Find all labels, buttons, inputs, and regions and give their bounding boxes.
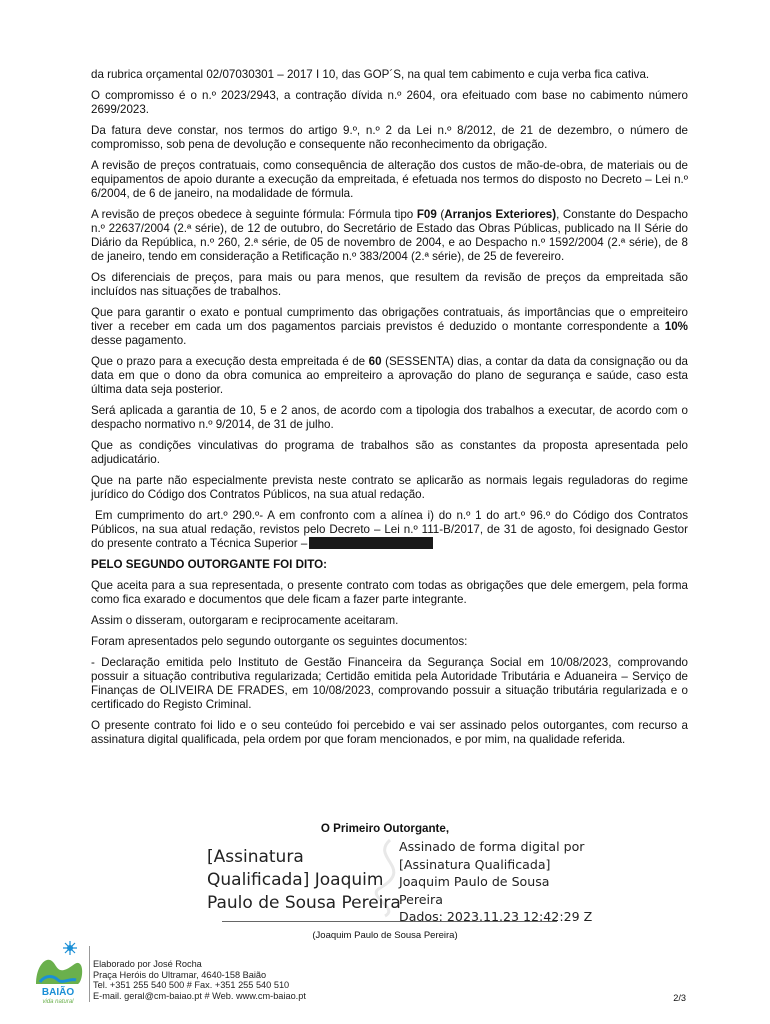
paragraph-commitment: O compromisso é o n.º 2023/2943, a contração dívida n.º 2604, ora efeituado com base no cabimento número 2699/2023.	[91, 89, 688, 116]
footer-phone-fax: Tel. +351 255 540 500 # Fax. +351 255 540 510	[93, 980, 290, 991]
manager-text: Em cumprimento do art.º 290.º- A em confronto com a alínea i) do n.º 1 do art.º 96.º do Código dos Contratos Públicos, na sua atual redação, revistos pelo Decreto – Lei n.º 111-B/2017, de 31 de agosto, foi designado Gestor do presente contrato a Técnica Superior –	[91, 509, 688, 550]
baiao-logo-icon	[30, 938, 86, 1006]
paragraph-contract-manager	[91, 509, 688, 551]
signature-caption: (Joaquim Paulo de Sousa Pereira)	[312, 930, 458, 941]
formula-code: F09	[416, 208, 437, 221]
formula-text-b: (	[436, 208, 445, 221]
paragraph-differentials: Os diferenciais de preços, para mais ou para menos, que resultem da revisão de preços da empreitada são incluídos nas situações de trabalhos.	[91, 271, 688, 298]
document-body	[91, 68, 688, 754]
signature-name-line-3: Paulo de Sousa Pereira	[207, 893, 401, 913]
logo-tagline: vida natural	[42, 999, 74, 1005]
section-heading-second-party: PELO SEGUNDO OUTORGANTE FOI DITO:	[91, 558, 327, 571]
paragraph-agreement: Assim o disseram, outorgaram e reciprocamente aceitaram.	[91, 614, 399, 627]
deduction-text-b: desse pagamento.	[91, 334, 187, 347]
footer-author: Elaborado por José Rocha	[93, 959, 202, 969]
deadline-text-b: (SESSENTA) dias, a contar da data da consignação ou da data em que o dono da obra comunica ao empreiteiro a aprovação do plano de segurança e saúde, caso esta última data seja posterior.	[91, 355, 688, 396]
formula-text-c: , Constante do Despacho n.º 22637/2004 (2.ª série), de 12 de outubro, do Secretário de Estado das Obras Públicas, publicado na II Série do Diário da República, n.º 260, 2.ª série, de 05 de novembro de 2004, e ao Despacho n.º 1592/2004 (2.ª série), de 8 de janeiro, tendo em consideração a Retificação n.º 383/2004 (2.ª série), de 25 de fevereiro.	[91, 208, 689, 263]
deadline-days: 60	[368, 355, 382, 368]
logo-word: BAIÃO	[41, 987, 75, 998]
formula-name: Arranjos Exteriores)	[444, 208, 557, 221]
digital-sig-line-2: [Assinatura Qualificada]	[399, 856, 551, 872]
paragraph-deadline	[91, 355, 688, 397]
paragraph-documents-list: - Declaração emitida pelo Instituto de Gestão Financeira da Segurança Social em 10/08/2023, comprovando possuir a situação contributiva regularizada; Certidão emitida pela Autoridade Tributária e Aduaneira – Serviço de Finanças de OLIVEIRA DE FRADES, em 10/08/2023, comprovando possuir a situação tributária regularizada e o certificado do Registo Criminal.	[91, 656, 688, 711]
page-number: 2/3	[673, 993, 686, 1003]
paragraph-documents-intro: Foram apresentados pelo segundo outorgante os seguintes documentos:	[91, 635, 468, 648]
footer-address: Praça Heróis do Ultramar, 4640-158 Baião	[93, 969, 267, 980]
footer-contact	[93, 959, 306, 1001]
digital-sig-line-3: Joaquim Paulo de Sousa	[399, 874, 550, 889]
digital-sig-line-1: Assinado de forma digital por	[399, 839, 585, 854]
redacted-name	[309, 537, 433, 549]
formula-text-a: A revisão de preços obedece à seguinte fórmula: Fórmula tipo	[91, 208, 417, 221]
paragraph-guarantee-deduction	[91, 306, 688, 348]
paragraph-budget-line: da rubrica orçamental 02/07030301 – 2017 I 10, das GOP´S, na qual tem cabimento e cuja verba fica cativa.	[91, 68, 650, 81]
paragraph-price-revision: A revisão de preços contratuais, como consequência de alteração dos custos de mão-de-obra, de materiais ou de equipamentos de apoio durante a execução da empreitada, é efetuada nos termos do disposto no Decreto – Lei n.º 6/2004, de 6 de janeiro, na modalidade de fórmula.	[91, 159, 688, 200]
paragraph-work-program: Que as condições vinculativas do programa de trabalhos são as constantes da proposta apresentada pelo adjudicatário.	[91, 439, 688, 466]
paragraph-acceptance: Que aceita para a sua representada, o presente contrato com todas as obrigações que dele emergem, pela forma como fica exarado e documentos que dele ficam a fazer parte integrante.	[91, 579, 688, 606]
paragraph-formula	[91, 208, 688, 264]
signature-title: O Primeiro Outorgante,	[320, 822, 450, 835]
signature-name-line-1: [Assinatura	[207, 847, 304, 867]
signature-line	[222, 921, 557, 922]
digital-sig-date: Dados: 2023.11.23 12:42:29 Z	[399, 909, 593, 924]
paragraph-applicable-law: Que na parte não especialmente prevista neste contrato se aplicarão as normais legais reguladoras do regime jurídico do Código dos Contratos Públicos, na sua atual redação.	[91, 474, 688, 501]
paragraph-closing: O presente contrato foi lido e o seu conteúdo foi percebido e vai ser assinado pelos outorgantes, com recurso a assinatura digital qualificada, pela ordem por que foram mencionados, e por mim, na qualidade referida.	[91, 719, 688, 746]
paragraph-warranty: Será aplicada a garantia de 10, 5 e 2 anos, de acordo com a tipologia dos trabalhos a executar, de acordo com o despacho normativo n.º 9/2014, de 31 de julho.	[91, 404, 688, 431]
deduction-percent: 10%	[664, 320, 688, 333]
paragraph-invoice: Da fatura deve constar, nos termos do artigo 9.º, n.º 2 da Lei n.º 8/2012, de 21 de dezembro, o número de compromisso, sob pena de devolução e consequente não reconhecimento da obrigação.	[91, 124, 688, 151]
digital-sig-line-4: Pereira	[399, 891, 443, 907]
signature-name-line-2: Qualificada] Joaquim	[207, 870, 384, 890]
footer-email-web: E-mail. geral@cm-baiao.pt # Web. www.cm-baiao.pt	[93, 990, 306, 1001]
deadline-text-a: Que o prazo para a execução desta empreitada é de	[91, 355, 369, 368]
deduction-text-a: Que para garantir o exato e pontual cumprimento das obrigações contratuais, ás importâncias que o empreiteiro tiver a receber em cada um dos pagamentos parciais previstos é deduzido o montante correspondente a	[91, 306, 688, 333]
signature-block-digital	[399, 838, 592, 926]
footer-divider	[89, 946, 90, 1002]
signature-block-name	[207, 846, 401, 915]
